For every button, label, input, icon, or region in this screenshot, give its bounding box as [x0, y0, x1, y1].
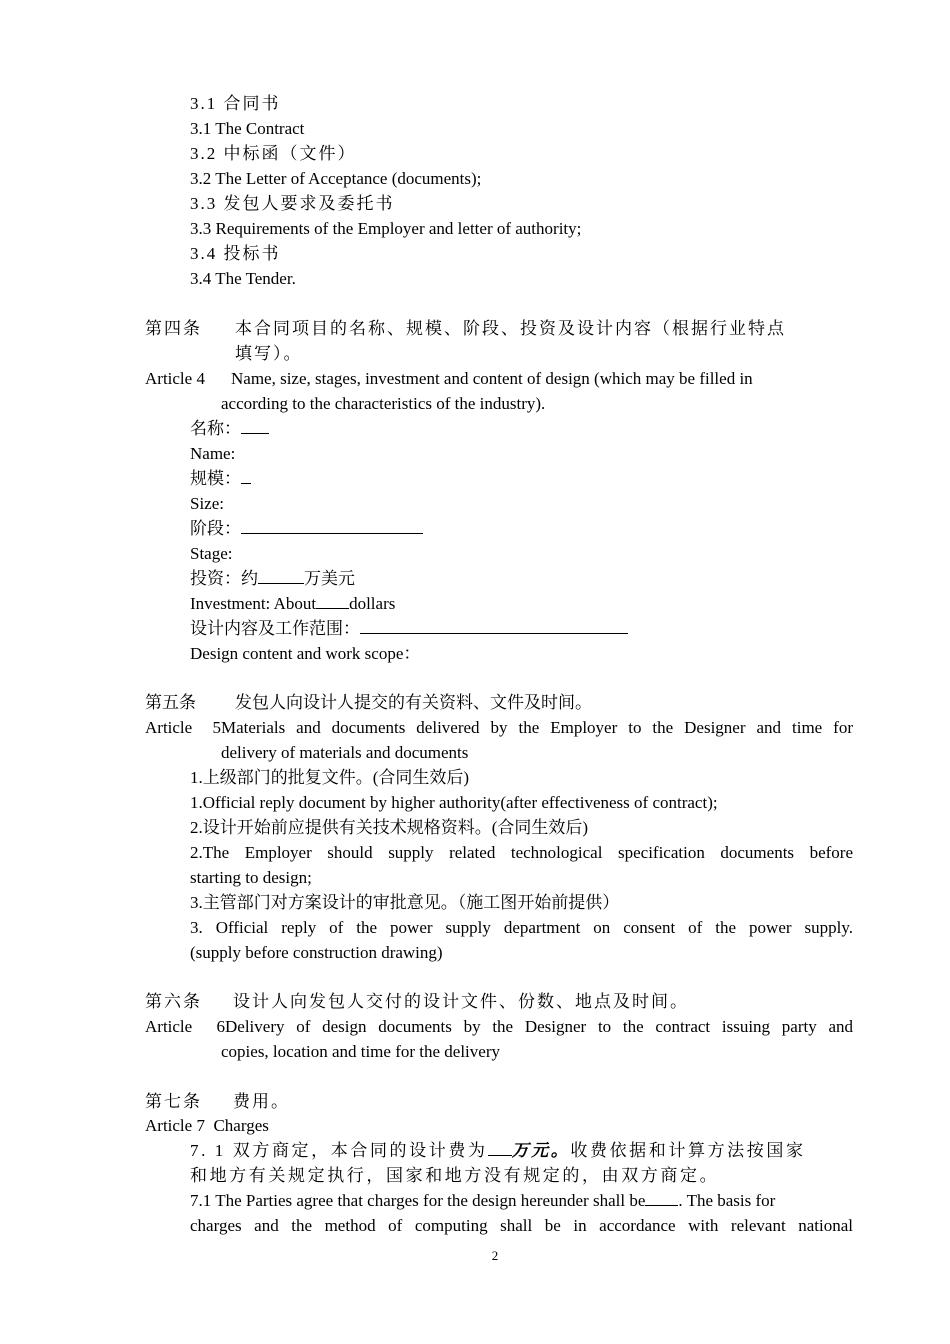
section3-item-3-1-en: 3.1 The Contract	[190, 119, 305, 138]
stage-blank[interactable]	[241, 516, 423, 534]
article7-en-label: Article 7	[145, 1116, 205, 1135]
article4-cn-label: 第四条	[145, 319, 202, 338]
article6-heading-en	[145, 1014, 853, 1039]
article6-en-title-line1: Delivery of design documents by the Designer to the contract issuing party and	[225, 1017, 853, 1036]
scope-blank[interactable]	[360, 616, 628, 634]
article5-item1-cn: 1.上级部门的批复文件。(合同生效后)	[190, 768, 470, 787]
investment-en-unit: dollars	[349, 594, 396, 613]
article7-p1-cn-prefix: 7. 1 双方商定，本合同的设计费为	[190, 1141, 488, 1160]
article7-heading-en	[145, 1113, 269, 1138]
article7-p1-cn-post: 收费依据和计算方法按国家	[570, 1141, 806, 1160]
investment-en-blank[interactable]	[316, 591, 349, 609]
section3-item-3-4-en: 3.4 The Tender.	[190, 269, 296, 288]
section3-item-3-1-cn: 3.1 合同书	[190, 94, 281, 113]
section3-item-3-3-en: 3.3 Requirements of the Employer and letter of authority;	[190, 219, 582, 238]
section3-item-3-4-cn: 3.4 投标书	[190, 244, 281, 263]
article7-cn-title: 费用。	[233, 1092, 290, 1111]
section3-item-3-2-en: 3.2 The Letter of Acceptance (documents);	[190, 169, 482, 188]
article7-heading-cn	[145, 1089, 853, 1114]
article7-p1-en-line1	[190, 1188, 775, 1213]
article4-investment-en	[190, 591, 395, 616]
article5-item2-cn: 2.设计开始前应提供有关技术规格资料。(合同生效后)	[190, 818, 589, 837]
article7-p1-cn-line2: 和地方有关规定执行，国家和地方没有规定的，由双方商定。	[190, 1166, 720, 1185]
article4-name-en: Name:	[190, 444, 236, 463]
article4-heading-cn	[145, 316, 853, 341]
article5-cn-title: 发包人向设计人提交的有关资料、文件及时间。	[235, 693, 592, 712]
article4-name-cn	[190, 416, 269, 441]
article4-cn-title-line1: 本合同项目的名称、规模、阶段、投资及设计内容（根据行业特点	[235, 319, 786, 338]
article6-en-title-line2: copies, location and time for the delivery	[221, 1042, 500, 1061]
article4-heading-en	[145, 366, 853, 391]
article5-en-title-line2: delivery of materials and documents	[221, 743, 469, 762]
size-blank[interactable]	[241, 466, 251, 484]
article5-item3-en-line2: (supply before construction drawing)	[190, 943, 443, 962]
article7-en-title: Charges	[213, 1116, 269, 1135]
investment-cn-prefix: 投资：约	[190, 569, 258, 588]
article4-en-title-line1: Name, size, stages, investment and content of design (which may be filled in	[231, 369, 753, 388]
article4-en-title-line2: according to the characteristics of the industry).	[221, 394, 546, 413]
article5-item2-en-line1: 2.The Employer should supply related technological specification documents before	[190, 843, 853, 862]
article4-scope-cn	[190, 616, 628, 641]
article4-size-cn	[190, 466, 251, 491]
investment-en-prefix: Investment: About	[190, 594, 317, 613]
size-cn-label: 规模：	[190, 469, 241, 488]
stage-cn-label: 阶段：	[190, 519, 241, 538]
article6-cn-label: 第六条	[145, 992, 202, 1011]
article7-p1-cn-line1	[190, 1138, 806, 1163]
article5-item3-en-line1: 3. Official reply of the power supply department on consent of the power supply.	[190, 918, 853, 937]
name-cn-label: 名称：	[190, 419, 241, 438]
article5-heading-en	[145, 715, 853, 740]
article4-investment-cn	[190, 566, 355, 591]
design-fee-blank[interactable]	[488, 1138, 512, 1156]
investment-cn-unit: 万美元	[304, 569, 355, 588]
article7-p1-en-prefix: 7.1 The Parties agree that charges for the design hereunder shall be	[190, 1191, 646, 1210]
page-number: 2	[491, 1248, 499, 1263]
article5-item3-cn: 3.主管部门对方案设计的审批意见。（施工图开始前提供）	[190, 893, 620, 912]
article7-cn-label: 第七条	[145, 1092, 202, 1111]
article5-en-label: Article 5	[145, 718, 221, 737]
article5-item1-en: 1.Official reply document by higher authority(after effectiveness of contract);	[190, 793, 718, 812]
article4-size-en: Size:	[190, 494, 224, 513]
section3-item-3-2-cn: 3.2 中标函（文件）	[190, 144, 357, 163]
charges-blank[interactable]	[645, 1188, 678, 1206]
section3-item-3-3-cn: 3.3 发包人要求及委托书	[190, 194, 395, 213]
article4-stage-en: Stage:	[190, 544, 233, 563]
article4-en-label: Article 4	[145, 369, 205, 388]
article4-cn-title-line2: 填写）。	[235, 344, 303, 363]
article7-p1-en-post: . The basis for	[678, 1191, 776, 1210]
article5-en-title-line1: Materials and documents delivered by the Employer to the Designer and time for	[221, 718, 853, 737]
investment-cn-blank[interactable]	[258, 566, 304, 584]
article6-cn-title: 设计人向发包人交付的设计文件、份数、地点及时间。	[233, 992, 689, 1011]
scope-cn-label: 设计内容及工作范围：	[190, 619, 360, 638]
article7-p1-cn-unit: 万元。	[511, 1141, 571, 1160]
article6-heading-cn	[145, 989, 853, 1014]
name-blank[interactable]	[241, 416, 269, 434]
article5-heading-cn	[145, 690, 853, 715]
article5-cn-label: 第五条	[145, 693, 196, 712]
article6-en-label: Article 6	[145, 1017, 225, 1036]
article4-stage-cn	[190, 516, 423, 541]
article7-p1-en-line2: charges and the method of computing shall be in accordance with relevant national	[190, 1216, 853, 1235]
article5-item2-en-line2: starting to design;	[190, 868, 312, 887]
article4-scope-en: Design content and work scope：	[190, 644, 421, 663]
